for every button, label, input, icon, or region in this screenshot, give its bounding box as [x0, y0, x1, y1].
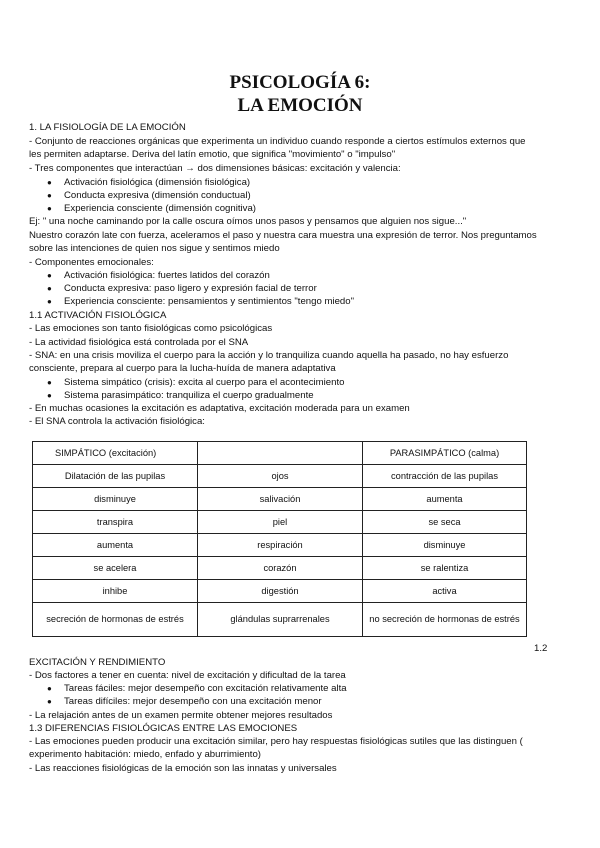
list-item: Tareas fáciles: mejor desempeño con excitación relativamente alta — [64, 683, 347, 694]
text-line: - La actividad fisiológica está controlada por el SNA — [29, 337, 249, 348]
text-line: - Conjunto de reacciones orgánicas que experimenta un individuo cuando responde a ciertos estímulos externos que — [29, 136, 526, 147]
table-row — [33, 603, 527, 637]
table-cell: piel — [198, 511, 363, 534]
bullet-icon: ● — [47, 271, 52, 280]
text-line: - Las emociones pueden producir una excitación similar, pero hay respuestas fisiológicas sutiles que las distinguen ( — [29, 736, 523, 747]
table-cell: no secreción de hormonas de estrés — [363, 603, 527, 637]
text-line: - Componentes emocionales: — [29, 257, 154, 268]
list-item: Experiencia consciente: pensamientos y sentimientos "tengo miedo" — [64, 296, 354, 307]
table-row — [33, 465, 527, 488]
bullet-icon: ● — [47, 684, 52, 693]
document-subtitle: LA EMOCIÓN — [237, 95, 363, 116]
table-cell: transpira — [33, 511, 198, 534]
bullet-icon: ● — [47, 697, 52, 706]
table-cell: se seca — [363, 511, 527, 534]
table-cell: inhibe — [33, 580, 198, 603]
list-item: Sistema simpático (crisis): excita al cuerpo para el acontecimiento — [64, 377, 345, 388]
bullet-icon: ● — [47, 204, 52, 213]
table-cell: contracción de las pupilas — [363, 465, 527, 488]
text-line: - Las emociones son tanto fisiológicas como psicológicas — [29, 323, 273, 334]
table-header-row — [33, 442, 527, 465]
table-cell: aumenta — [363, 488, 527, 511]
text-line: - SNA: en una crisis moviliza el cuerpo para la acción y lo tranquiliza cuando aquella ha pasado, no hay esfuerzo — [29, 350, 509, 361]
text-line: les permiten adaptarse. Deriva del latín emotio, que significa "movimiento" o "impulso" — [29, 149, 396, 160]
document-title: PSICOLOGÍA 6: — [229, 72, 371, 93]
table-cell: se ralentiza — [363, 557, 527, 580]
list-item: Tareas difíciles: mejor desempeño con una excitación menor — [64, 696, 322, 707]
text-line: sobre las intenciones de quien nos sigue y sentimos miedo — [29, 243, 280, 254]
table-cell: glándulas suprarrenales — [198, 603, 363, 637]
text-line: experimento habitación: miedo, enfado y aburrimiento) — [29, 749, 261, 760]
bullet-icon: ● — [47, 297, 52, 306]
table-cell: respiración — [198, 534, 363, 557]
list-item: Activación fisiológica (dimensión fisiológica) — [64, 177, 251, 188]
table-cell: secreción de hormonas de estrés — [33, 603, 198, 637]
table-cell: ojos — [198, 465, 363, 488]
text-line: - Dos factores a tener en cuenta: nivel de excitación y dificultad de la tarea — [29, 670, 346, 681]
list-item: Sistema parasimpático: tranquiliza el cuerpo gradualmente — [64, 390, 314, 401]
text-line: Ej: " una noche caminando por la calle oscura oímos unos pasos y pensamos que alguien nos sigue..." — [29, 216, 467, 227]
table-row — [33, 580, 527, 603]
list-item: Experiencia consciente (dimensión cognitiva) — [64, 203, 256, 214]
table-cell: aumenta — [33, 534, 198, 557]
table-cell: corazón — [198, 557, 363, 580]
list-item: Activación fisiológica: fuertes latidos del corazón — [64, 270, 270, 281]
bullet-icon: ● — [47, 378, 52, 387]
header-cell-simpatico: SIMPÁTICO (excitación) — [33, 442, 198, 465]
table-cell: salivación — [198, 488, 363, 511]
bullet-icon: ● — [47, 284, 52, 293]
bullet-icon: ● — [47, 178, 52, 187]
section-heading-1-2: EXCITACIÓN Y RENDIMIENTO — [29, 657, 166, 668]
text-line: - En muchas ocasiones la excitación es adaptativa, excitación moderada para un examen — [29, 403, 410, 414]
text-line: consciente, prepara al cuerpo para la lucha-huída de manera adaptativa — [29, 363, 336, 374]
table-cell: se acelera — [33, 557, 198, 580]
text-line: - La relajación antes de un examen permite obtener mejores resultados — [29, 710, 333, 721]
section-heading-1-1: 1.1 ACTIVACIÓN FISIOLÓGICA — [29, 310, 167, 321]
bullet-icon: ● — [47, 391, 52, 400]
section-heading-1: 1. LA FISIOLOGÍA DE LA EMOCIÓN — [29, 122, 186, 133]
header-cell-empty — [198, 442, 363, 465]
sna-table — [32, 441, 527, 637]
table-cell: disminuye — [363, 534, 527, 557]
text-line: - Tres componentes que interactúan → dos dimensiones básicas: excitación y valencia: — [29, 163, 401, 174]
text-line: - El SNA controla la activación fisiológica: — [29, 416, 205, 427]
table-cell: digestión — [198, 580, 363, 603]
section-number: 1.2 — [534, 643, 548, 654]
header-cell-parasimpatico: PARASIMPÁTICO (calma) — [363, 442, 527, 465]
table-cell: Dilatación de las pupilas — [33, 465, 198, 488]
section-heading-1-3: 1.3 DIFERENCIAS FISIOLÓGICAS ENTRE LAS EMOCIONES — [29, 723, 298, 734]
table-row — [33, 557, 527, 580]
text-line: - Las reacciones fisiológicas de la emoción son las innatas y universales — [29, 763, 337, 774]
list-item: Conducta expresiva (dimensión conductual) — [64, 190, 251, 201]
table-row — [33, 488, 527, 511]
table-row — [33, 511, 527, 534]
table-cell: activa — [363, 580, 527, 603]
bullet-icon: ● — [47, 191, 52, 200]
table-row — [33, 534, 527, 557]
list-item: Conducta expresiva: paso ligero y expresión facial de terror — [64, 283, 317, 294]
table-cell: disminuye — [33, 488, 198, 511]
text-line: Nuestro corazón late con fuerza, aceleramos el paso y nuestra cara muestra una expresión de terror. Nos preguntamos — [29, 230, 537, 241]
